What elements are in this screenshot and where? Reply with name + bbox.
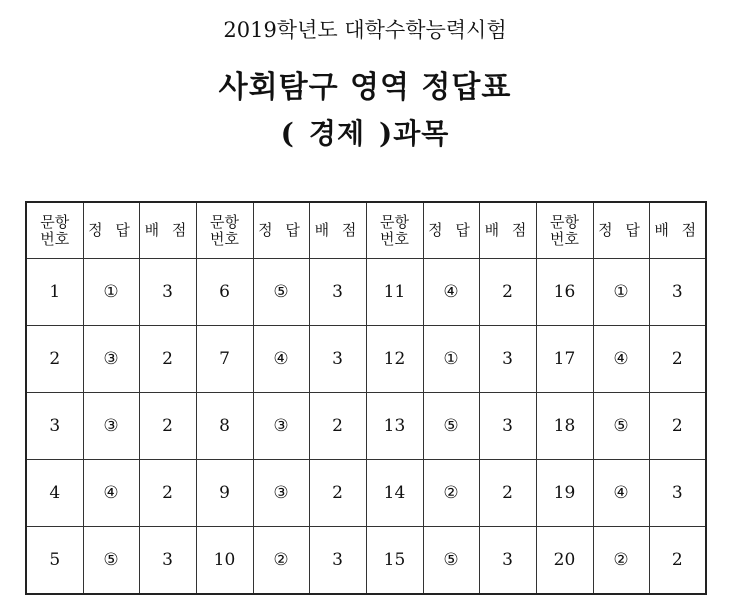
- score-cell: 2: [139, 326, 196, 393]
- answer-cell: ⑤: [593, 393, 649, 460]
- question-number: 5: [26, 527, 83, 595]
- answer-table: [25, 201, 707, 595]
- question-number: 3: [26, 393, 83, 460]
- header-answer: 정 답: [83, 202, 139, 259]
- subject-suffix: 과목: [393, 117, 450, 150]
- header-question-number: 문항 번호: [366, 202, 423, 259]
- question-number: 1: [26, 259, 83, 326]
- subject-close-paren: ): [379, 117, 394, 150]
- answer-cell: ①: [83, 259, 139, 326]
- answer-cell: ④: [253, 326, 309, 393]
- score-cell: 2: [139, 460, 196, 527]
- question-number: 6: [196, 259, 253, 326]
- score-cell: 2: [649, 527, 706, 595]
- answer-cell: ⑤: [253, 259, 309, 326]
- question-number: 16: [536, 259, 593, 326]
- question-number: 20: [536, 527, 593, 595]
- subject-name: 경제: [308, 117, 365, 150]
- answer-cell: ③: [253, 393, 309, 460]
- answer-cell: ④: [593, 460, 649, 527]
- table-row: [26, 393, 706, 460]
- exam-title: 2019학년도 대학수학능력시험: [223, 18, 507, 42]
- table-row: [26, 460, 706, 527]
- answer-cell: ①: [593, 259, 649, 326]
- question-number: 17: [536, 326, 593, 393]
- score-cell: 3: [309, 326, 366, 393]
- question-number: 19: [536, 460, 593, 527]
- question-number: 11: [366, 259, 423, 326]
- score-cell: 3: [139, 527, 196, 595]
- header-answer: 정 답: [593, 202, 649, 259]
- question-number: 12: [366, 326, 423, 393]
- header-score: 배 점: [479, 202, 536, 259]
- answer-cell: ③: [83, 326, 139, 393]
- header-score: 배 점: [649, 202, 706, 259]
- score-cell: 3: [479, 527, 536, 595]
- answer-cell: ②: [593, 527, 649, 595]
- header-answer: 정 답: [253, 202, 309, 259]
- subject-line: [0, 112, 730, 152]
- table-row: [26, 259, 706, 326]
- header-question-number: 문항 번호: [196, 202, 253, 259]
- header-score: 배 점: [309, 202, 366, 259]
- score-cell: 3: [139, 259, 196, 326]
- score-cell: 2: [479, 259, 536, 326]
- header-score: 배 점: [139, 202, 196, 259]
- question-number: 14: [366, 460, 423, 527]
- table-header-row: [26, 202, 706, 259]
- question-number: 2: [26, 326, 83, 393]
- score-cell: 2: [309, 393, 366, 460]
- score-cell: 3: [479, 393, 536, 460]
- table-row: [26, 527, 706, 595]
- score-cell: 3: [649, 460, 706, 527]
- score-cell: 2: [649, 393, 706, 460]
- score-cell: 3: [309, 527, 366, 595]
- question-number: 13: [366, 393, 423, 460]
- question-number: 10: [196, 527, 253, 595]
- answer-cell: ②: [253, 527, 309, 595]
- score-cell: 2: [649, 326, 706, 393]
- header-answer: 정 답: [423, 202, 479, 259]
- answer-cell: ④: [593, 326, 649, 393]
- score-cell: 2: [309, 460, 366, 527]
- answer-cell: ④: [423, 259, 479, 326]
- answer-cell: ③: [253, 460, 309, 527]
- score-cell: 2: [139, 393, 196, 460]
- question-number: 18: [536, 393, 593, 460]
- score-cell: 3: [649, 259, 706, 326]
- answer-cell: ⑤: [423, 393, 479, 460]
- score-cell: 3: [309, 259, 366, 326]
- question-number: 4: [26, 460, 83, 527]
- question-number: 7: [196, 326, 253, 393]
- header-question-number: 문항 번호: [26, 202, 83, 259]
- score-cell: 2: [479, 460, 536, 527]
- answer-cell: ②: [423, 460, 479, 527]
- answer-cell: ①: [423, 326, 479, 393]
- answer-cell: ⑤: [423, 527, 479, 595]
- answer-cell: ③: [83, 393, 139, 460]
- question-number: 15: [366, 527, 423, 595]
- table-row: [26, 326, 706, 393]
- subject-open-paren: (: [280, 117, 295, 150]
- question-number: 8: [196, 393, 253, 460]
- header-question-number: 문항 번호: [536, 202, 593, 259]
- page-title: 사회탐구 영역 정답표: [218, 70, 512, 105]
- question-number: 9: [196, 460, 253, 527]
- answer-cell: ④: [83, 460, 139, 527]
- score-cell: 3: [479, 326, 536, 393]
- answer-cell: ⑤: [83, 527, 139, 595]
